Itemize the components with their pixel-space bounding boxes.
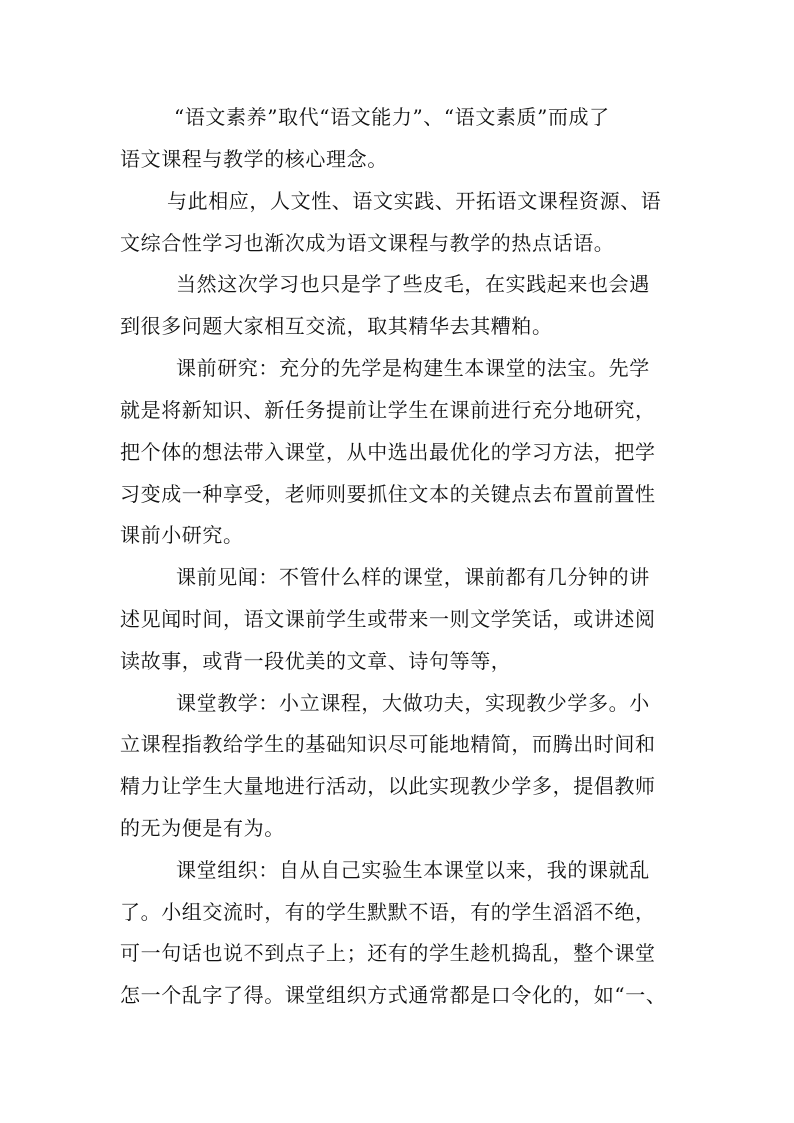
paragraph-5-line-2: 述见闻时间，语文课前学生或带来一则文学笑话，或讲述阅 xyxy=(120,607,656,631)
paragraph-7-line-1: 课堂组织：自从自己实验生本课堂以来，我的课就乱 xyxy=(176,858,650,882)
paragraph-2-line-1: 与此相应，人文性、语文实践、开拓语文课程资源、语 xyxy=(167,189,662,213)
paragraph-5-line-3: 读故事，或背一段优美的文章、诗句等等， xyxy=(120,649,512,673)
paragraph-2-line-2: 文综合性学习也渐次成为语文课程与教学的热点话语。 xyxy=(120,231,615,255)
paragraph-7-line-3: 可一句话也说不到点子上；还有的学生趁机捣乱，整个课堂 xyxy=(120,941,656,965)
paragraph-7-line-2: 了。小组交流时，有的学生默默不语，有的学生滔滔不绝， xyxy=(120,900,656,924)
paragraph-1-line-1: “语文素养”取代“语文能力”、“语文素质”而成了 xyxy=(174,105,610,129)
paragraph-3-line-2: 到很多问题大家相互交流，取其精华去其糟粕。 xyxy=(120,314,553,338)
paragraph-6-line-1: 课堂教学：小立课程，大做功夫，实现教少学多。小 xyxy=(176,691,650,715)
paragraph-7-line-4: 怎一个乱字了得。课堂组织方式通常都是口令化的，如“一、 xyxy=(120,983,667,1007)
paragraph-6-line-4: 的无为便是有为。 xyxy=(120,816,285,840)
paragraph-1-line-2: 语文课程与教学的核心理念。 xyxy=(120,147,388,171)
paragraph-3-line-1: 当然这次学习也只是学了些皮毛，在实践起来也会遇 xyxy=(176,272,650,296)
paragraph-6-line-2: 立课程指教给学生的基础知识尽可能地精简，而腾出时间和 xyxy=(120,732,656,756)
paragraph-4-line-2: 就是将新知识、新任务提前让学生在课前进行充分地研究， xyxy=(120,398,656,422)
paragraph-6-line-3: 精力让学生大量地进行活动，以此实现教少学多，提倡教师 xyxy=(120,774,656,798)
paragraph-5-line-1: 课前见闻：不管什么样的课堂，课前都有几分钟的讲 xyxy=(176,565,650,589)
paragraph-4-line-1: 课前研究：充分的先学是构建生本课堂的法宝。先学 xyxy=(176,356,650,380)
paragraph-4-line-5: 课前小研究。 xyxy=(120,523,244,547)
paragraph-4-line-4: 习变成一种享受，老师则要抓住文本的关键点去布置前置性 xyxy=(120,482,656,506)
paragraph-4-line-3: 把个体的想法带入课堂，从中选出最优化的学习方法，把学 xyxy=(120,440,656,464)
